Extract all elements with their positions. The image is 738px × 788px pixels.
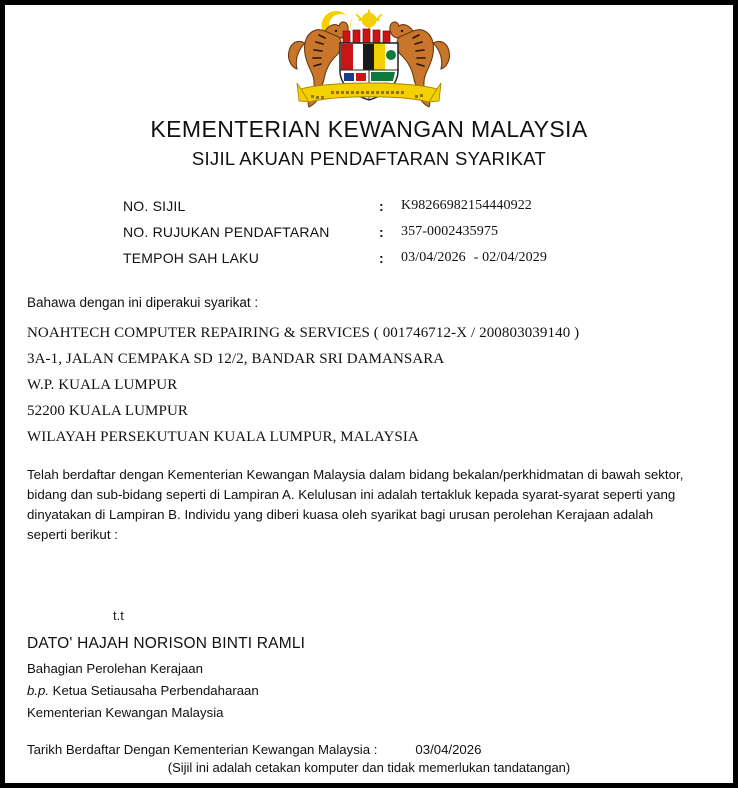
signatory-ministry: Kementerian Kewangan Malaysia	[27, 704, 224, 720]
page-title: KEMENTERIAN KEWANGAN MALAYSIA	[150, 116, 588, 142]
jata-negara-coat-of-arms-icon	[285, 9, 453, 113]
company-name-line: NOAHTECH COMPUTER REPAIRING & SERVICES ( 001746712-X / 200803039140 )	[27, 324, 580, 341]
bp-prefix: b.p.	[27, 682, 49, 698]
body-area	[27, 295, 733, 757]
footer-note: (Sijil ini adalah cetakan komputer dan tidak memerlukan tandatangan)	[167, 760, 571, 775]
validity-start-date: 03/04/2026	[401, 249, 466, 265]
certificate-meta-table	[123, 193, 547, 271]
signatory-bp-title	[27, 683, 713, 698]
validity-separator: -	[473, 249, 479, 265]
registration-date-value: 03/04/2026	[415, 741, 482, 757]
title-block	[5, 115, 733, 171]
address-line-1: 3A-1, JALAN CEMPAKA SD 12/2, BANDAR SRI DAMANSARA	[27, 350, 445, 367]
label-tempoh-sah-laku: TEMPOH SAH LAKU	[123, 249, 260, 266]
page-subtitle: SIJIL AKUAN PENDAFTARAN SYARIKAT	[191, 147, 547, 169]
colon-no-sijil: :	[379, 197, 384, 214]
signatory-division: Bahagian Perolehan Kerajaan	[27, 660, 203, 676]
table-row-no-sijil	[123, 193, 547, 219]
emblem-container	[5, 5, 733, 113]
colon-tempoh-sah-laku: :	[379, 249, 384, 266]
address-line-3: 52200 KUALA LUMPUR	[27, 402, 188, 419]
label-no-rujukan-pendaftaran: NO. RUJUKAN PENDAFTARAN	[123, 223, 330, 240]
signature-block	[27, 635, 713, 720]
value-no-sijil: K98266982154440922	[401, 197, 532, 213]
registration-paragraph: Telah berdaftar dengan Kementerian Kewangan Malaysia dalam bidang bekalan/perkhidmatan di bawah sektor, bidang dan sub-bidang seperti di Lampiran A. Kelulusan ini adalah tertakluk kepada syarat-syarat seperti yang dinyatakan di Lampiran B. Individu yang diberi kuasa oleh syarikat bagi urusan perolehan Kerajaan adalah seperti berikut :	[27, 466, 684, 543]
signature-space	[27, 546, 713, 608]
lead-line: Bahawa dengan ini diperakui syarikat :	[27, 294, 259, 310]
address-line-2: W.P. KUALA LUMPUR	[27, 376, 178, 393]
value-tempoh-sah-laku	[401, 245, 547, 271]
entity-block	[27, 325, 713, 446]
value-no-rujukan-pendaftaran: 357-0002435975	[401, 223, 499, 239]
bp-title-text: Ketua Setiausaha Perbendaharaan	[52, 682, 259, 698]
colon-no-rujukan: :	[379, 223, 384, 240]
registration-date-label: Tarikh Berdaftar Dengan Kementerian Kewangan Malaysia :	[27, 741, 378, 757]
signature-tt-mark: t.t	[113, 607, 124, 623]
address-line-4: WILAYAH PERSEKUTUAN KUALA LUMPUR, MALAYSIA	[27, 428, 419, 445]
registration-date-line	[27, 742, 713, 757]
validity-end-date: 02/04/2029	[482, 249, 547, 265]
table-row-no-rujukan	[123, 219, 547, 245]
table-row-tempoh-sah-laku	[123, 245, 547, 271]
signatory-name: DATO' HAJAH NORISON BINTI RAMLI	[27, 634, 306, 652]
label-no-sijil: NO. SIJIL	[123, 197, 186, 214]
